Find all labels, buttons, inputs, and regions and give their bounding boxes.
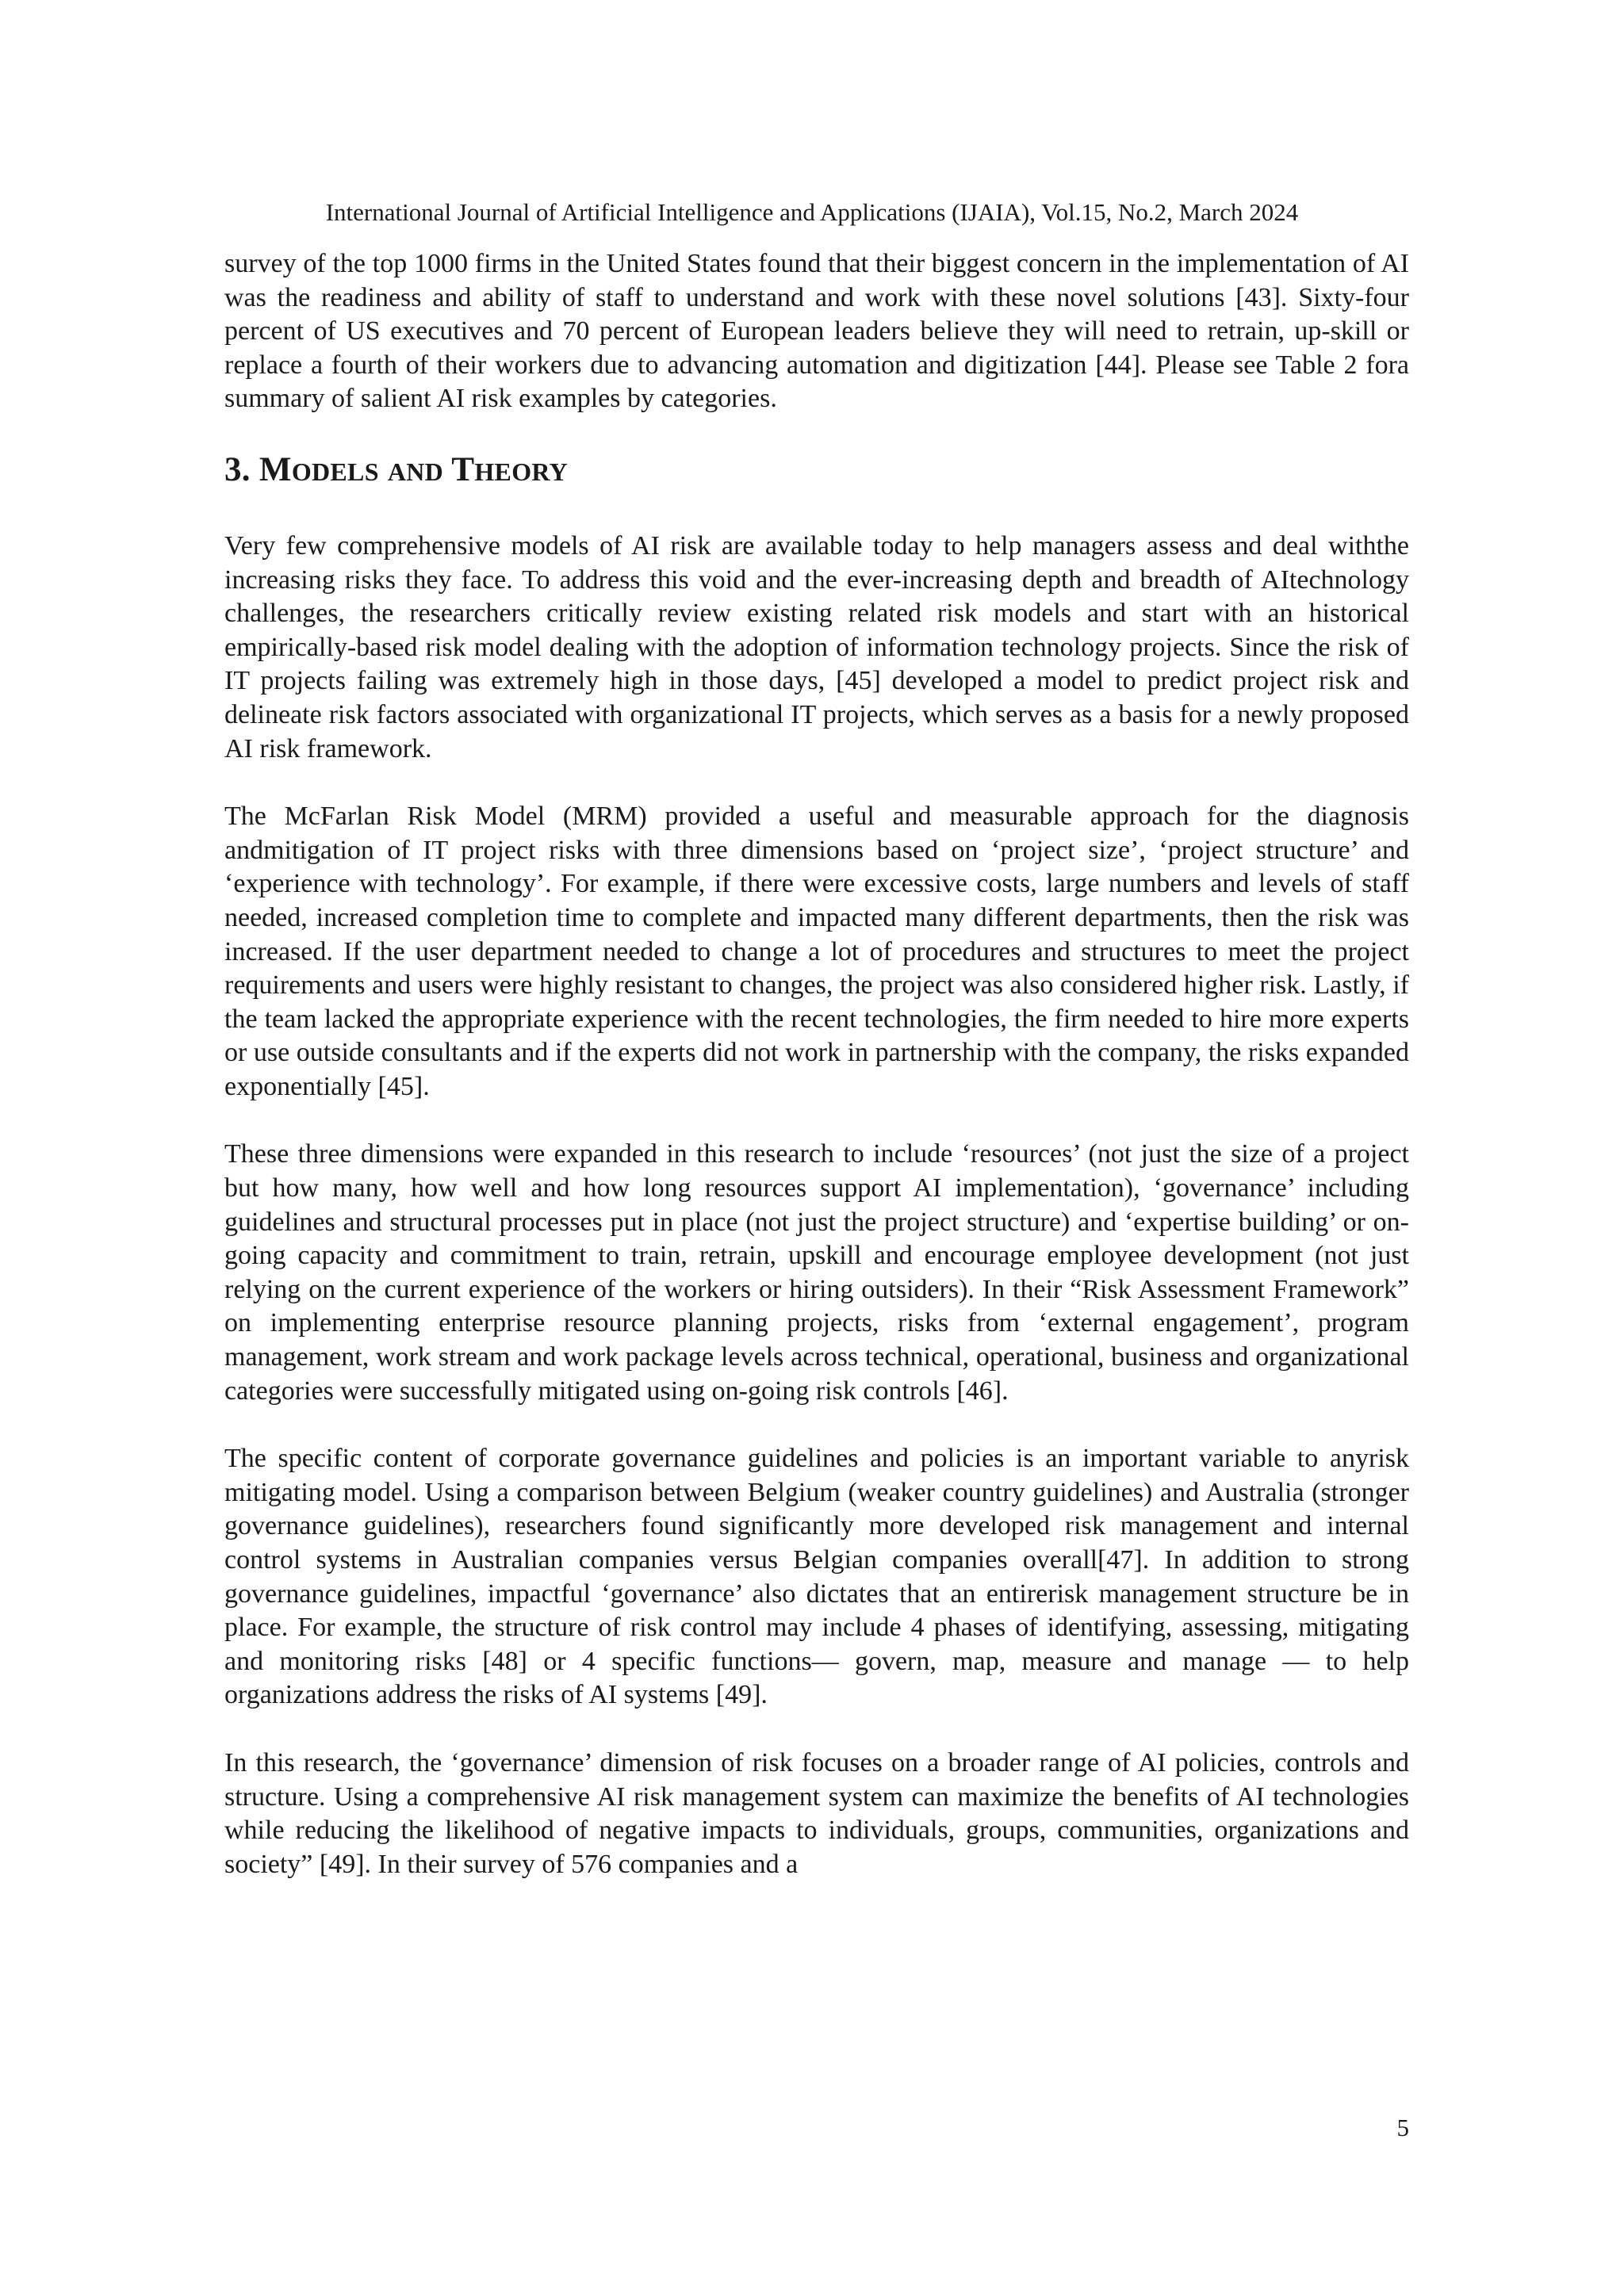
article-body bbox=[224, 247, 1409, 1915]
page-number: 5 bbox=[1396, 2114, 1409, 2141]
section-title-initial: T bbox=[451, 450, 475, 488]
running-header: International Journal of Artificial Intelligence and Applications (IJAIA), Vol.15, No.2, March 2024 bbox=[325, 198, 1299, 226]
body-paragraph: Very few comprehensive models of AI risk are available today to help managers assess and deal withthe increasing risks they face. To address this void and the ever-increasing depth and breadth of AItechnology challenges, the researchers critically review existing related risk models and start with an historical empirically-based risk model dealing with the adoption of information technology projects. Since the risk of IT projects failing was extremely high in those days, [45] developed a model to predict project risk and delineate risk factors associated with organizational IT projects, which serves as a basis for a newly proposed AI risk framework. bbox=[224, 530, 1409, 763]
section-title-initial: M bbox=[259, 450, 292, 488]
continued-paragraph: survey of the top 1000 firms in the United States found that their biggest concern in the implementation of AI was the readiness and ability of staff to understand and work with these novel solutions [43]. Sixty-four percent of US executives and 70 percent of European leaders believe they will need to retrain, up-skill or replace a fourth of their workers due to advancing automation and digitization [44]. Please see Table 2 fora summary of salient AI risk examples by categories. bbox=[224, 249, 1409, 414]
section-number: 3. bbox=[224, 450, 251, 488]
section-heading bbox=[224, 450, 1409, 492]
body-paragraph: The McFarlan Risk Model (MRM) provided a useful and measurable approach for the diagnosis andmitigation of IT project risks with three dimensions based on ‘project size’, ‘project structure’ and ‘experience with technology’. For example, if there were excessive costs, large numbers and levels of staff needed, increased completion time to complete and impacted many different departments, then the risk was increased. If the user department needed to change a lot of procedures and structures to meet the project requirements and users were highly resistant to changes, the project was also considered higher risk. Lastly, if the team lacked the appropriate experience with the recent technologies, the firm needed to hire more experts or use outside consultants and if the experts did not work in partnership with the company, the risks expanded exponentially [45]. bbox=[224, 802, 1409, 1101]
body-paragraph: The specific content of corporate governance guidelines and policies is an important variable to anyrisk mitigating model. Using a comparison between Belgium (weaker country guidelines) and Australia (stronger governance guidelines), researchers found significantly more developed risk management and internal control systems in Australian companies versus Belgian companies overall[47]. In addition to strong governance guidelines, impactful ‘governance’ also dictates that an entirerisk management structure be in place. For example, the structure of risk control may include 4 phases of identifying, assessing, mitigating and monitoring risks [48] or 4 specific functions— govern, map, measure and manage — to help organizations address the risks of AI systems [49]. bbox=[224, 1444, 1409, 1710]
section-title-smallcaps: ODELS bbox=[291, 457, 379, 486]
section-title-smallcaps: AND bbox=[387, 457, 444, 486]
body-paragraph: In this research, the ‘governance’ dimension of risk focuses on a broader range of AI policies, controls and structure. Using a comprehensive AI risk management system can maximize the benefits of AI technologies while reducing the likelihood of negative impacts to individuals, groups, communities, organizations and society” [49]. In their survey of 576 companies and a bbox=[224, 1747, 1409, 1879]
body-paragraph: These three dimensions were expanded in this research to include ‘resources’ (not just the size of a project but how many, how well and how long resources support AI implementation), ‘governance’ including guidelines and structural processes put in place (not just the project structure) and ‘expertise building’ or on-going capacity and commitment to train, retrain, upskill and encourage employee development (not just relying on the current experience of the workers or hiring outsiders). In their “Risk Assessment Framework” on implementing enterprise resource planning projects, risks from ‘external engagement’, program management, work stream and work package levels across technical, operational, business and organizational categories were successfully mitigated using on-going risk controls [46]. bbox=[224, 1139, 1409, 1406]
section-title-smallcaps: HEORY bbox=[474, 457, 569, 486]
